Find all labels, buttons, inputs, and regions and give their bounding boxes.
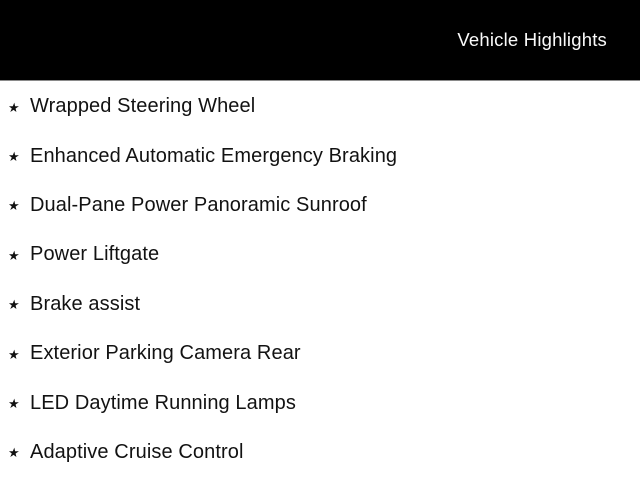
star-icon: ★ <box>7 297 21 313</box>
star-icon: ★ <box>7 346 21 362</box>
star-icon: ★ <box>7 198 21 214</box>
highlights-list <box>0 81 640 477</box>
list-item <box>0 230 640 279</box>
star-icon: ★ <box>7 445 21 461</box>
list-item <box>0 131 640 180</box>
list-item <box>0 181 640 230</box>
star-icon: ★ <box>7 247 21 263</box>
list-item-label: Adaptive Cruise Control <box>30 440 244 463</box>
list-item-label: Enhanced Automatic Emergency Braking <box>30 144 398 167</box>
page-title: Vehicle Highlights <box>457 29 607 50</box>
star-icon: ★ <box>7 99 21 115</box>
highlights-header <box>0 0 640 81</box>
list-item-label: Power Liftgate <box>30 243 160 266</box>
list-item <box>0 428 640 477</box>
list-item <box>0 280 640 329</box>
list-item-label: Dual-Pane Power Panoramic Sunroof <box>30 193 367 216</box>
list-item-label: Wrapped Steering Wheel <box>30 95 256 118</box>
star-icon: ★ <box>7 396 21 412</box>
star-icon: ★ <box>7 149 21 165</box>
list-item <box>0 378 640 427</box>
list-item-label: Brake assist <box>30 292 141 315</box>
list-item-label: LED Daytime Running Lamps <box>30 391 296 414</box>
list-item-label: Exterior Parking Camera Rear <box>30 342 301 365</box>
list-item <box>0 329 640 378</box>
list-item <box>0 82 640 131</box>
